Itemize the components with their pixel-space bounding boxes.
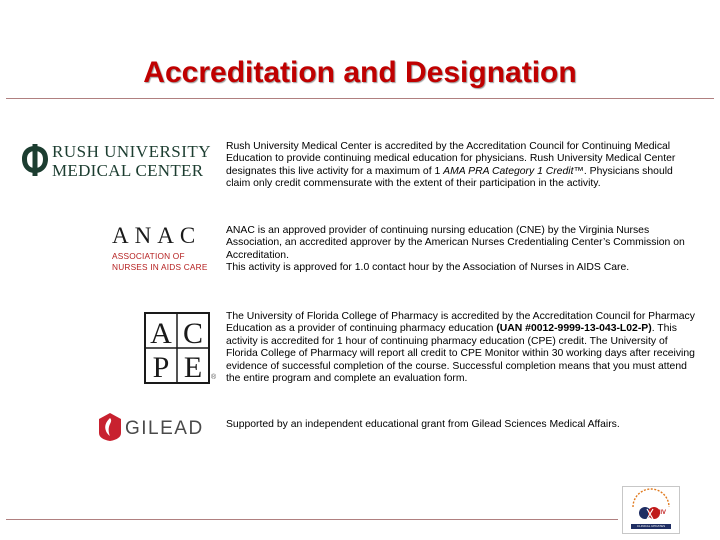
ama-credit-text: AMA PRA Category 1 Credit™ <box>443 165 584 177</box>
hiv-label: HIV <box>656 510 667 516</box>
acpe-accreditation-text <box>226 311 696 385</box>
anac-text-line2: This activity is approved for 1.0 contact hour by the Association of Nurses in AIDS Care. <box>226 262 630 274</box>
gilead-support-text: Supported by an independent educational grant from Gilead Sciences Medical Affairs. <box>226 419 620 430</box>
rush-accreditation-text <box>226 141 696 191</box>
rush-text-part1: Rush University Medical Center is accredited by the Accreditation Council for Continuing Medical Education to provide continuing medical education for physicians. Rush University Medical Center designates this live activity for a maximum of 1 <box>226 141 676 177</box>
svg-text:P: P <box>152 351 170 384</box>
page-title: Accreditation and Designation <box>143 56 577 89</box>
hiv-badge-logo <box>622 486 680 534</box>
svg-text:A: A <box>150 317 172 350</box>
rush-leaf-icon <box>20 142 50 178</box>
footer-divider <box>6 519 618 520</box>
acpe-registered-mark: ® <box>211 374 217 381</box>
acpe-text-part2: . This activity is accredited for 1 hour of continuing pharmacy education (CPE) credit. The University of Florida College of Pharmacy will report all credit to CPE Monitor within 30 working days after receiving evidence of successful completion of the course. Successful completion means that you must attend the entire program and complete an evaluation form. <box>226 323 695 385</box>
anac-text-line1: ANAC is an approved provider of continuing nursing education (CNE) by the Virginia Nurses Association, an accredited approver by the American Nurses Credentialing Center’s Commission on Accreditation. <box>226 225 685 261</box>
title-divider <box>6 98 714 99</box>
svg-text:E: E <box>183 351 203 384</box>
rush-logo-text <box>52 142 211 180</box>
gilead-logo-text: GILEAD <box>125 418 204 439</box>
rush-logo-line1: RUSH UNIVERSITY <box>52 142 212 161</box>
anac-logo-line1: ASSOCIATION OF <box>112 251 185 261</box>
anac-logo-text: ANAC <box>112 223 202 248</box>
gilead-mark-icon <box>98 412 122 442</box>
rush-text-part2: . Physicians should claim only credit commensurate with the extent of their participation in the activity. <box>226 165 673 190</box>
anac-logo-line2: NURSES IN AIDS CARE <box>112 262 208 272</box>
hiv-strip-text: CLINICAL UPDATES <box>631 524 671 529</box>
svg-text:C: C <box>182 317 204 350</box>
uan-number: (UAN #0012-9999-13-043-L02-P) <box>496 323 652 335</box>
acpe-text-part1: The University of Florida College of Pharmacy is accredited by the Accreditation Council for Pharmacy Education as a provider of continuing pharmacy education <box>226 311 695 335</box>
acpe-logo <box>144 312 210 384</box>
anac-accreditation-text <box>226 225 696 275</box>
rush-logo-line2: MEDICAL CENTER <box>52 161 204 180</box>
